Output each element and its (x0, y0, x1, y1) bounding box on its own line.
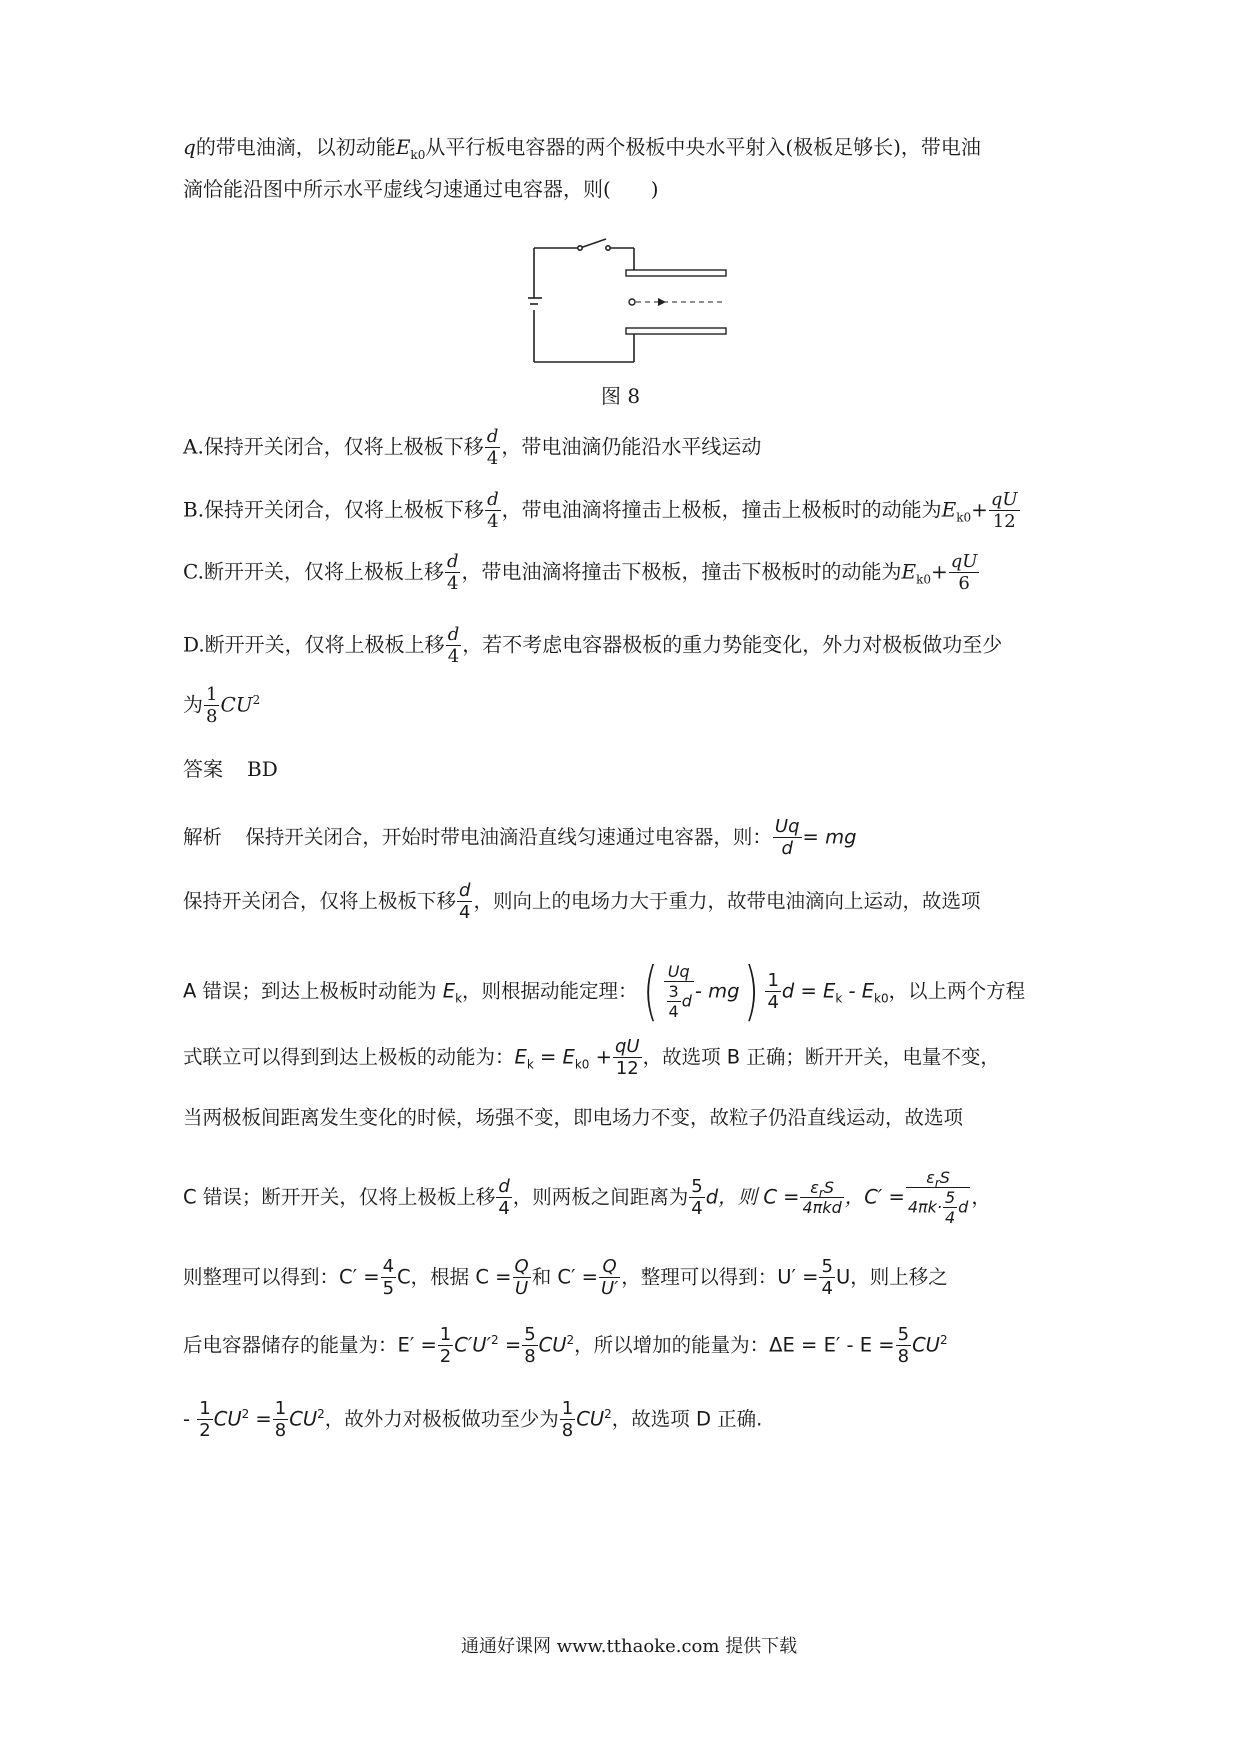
option-d-text-2: ，若不考虑电容器极板的重力势能变化，外力对极板做功至少 (462, 632, 1003, 657)
var-CU: CU (220, 692, 253, 717)
option-d[interactable] (183, 626, 1002, 666)
fraction-d-over-4 (485, 491, 501, 531)
intro-text: 的带电油滴，以初动能 (195, 135, 396, 159)
var-E: E (442, 979, 456, 1003)
subscript: k0 (574, 1057, 590, 1072)
equation-rhs: = mg (802, 825, 857, 849)
var-CU: CU (289, 1407, 318, 1431)
frac-num: 5 (524, 1324, 536, 1345)
equals-sign: = (249, 1407, 272, 1431)
fraction-d-over-4 (446, 626, 462, 666)
analysis-text-2: ，则两板之间距离为 (512, 1185, 689, 1209)
frac-num: Uq (664, 964, 694, 982)
fraction-capacitance (800, 1180, 843, 1216)
superscript: 2 (566, 1333, 575, 1347)
subscript: r (934, 1176, 940, 1191)
option-d-text-3: 为 (183, 692, 203, 717)
frac-den: 12 (615, 1058, 639, 1079)
analysis-line-6 (183, 1170, 991, 1226)
equals-sign: = (498, 1333, 522, 1357)
minus-sign: - (183, 1407, 197, 1431)
fraction-5-over-4 (689, 1178, 704, 1218)
superscript: 2 (939, 1333, 948, 1347)
frac-num: 4 (382, 1256, 395, 1277)
frac-den: 8 (274, 1420, 287, 1441)
frac-den: 5 (382, 1278, 395, 1299)
fraction-5-over-4 (819, 1258, 834, 1298)
option-b-text: B.保持开关闭合，仅将上极板下移 (183, 497, 485, 522)
option-d-line-2 (183, 686, 260, 726)
capacitor-circuit-figure (528, 238, 728, 368)
frac-num: d (487, 489, 499, 510)
subscript-k0: k0 (410, 148, 426, 162)
fraction-Q-over-U (513, 1258, 531, 1298)
fraction-d-over-4 (457, 882, 472, 922)
analysis-line-9 (183, 1400, 762, 1440)
frac-den: 4 (446, 573, 459, 594)
frac-den: 2 (439, 1346, 452, 1367)
frac-den: 4 (486, 448, 499, 469)
fraction-d-over-4 (445, 553, 461, 593)
frac-den: 4 (668, 1002, 679, 1021)
analysis-text-5: U，则上移之 (835, 1265, 948, 1289)
frac-num (906, 1168, 971, 1191)
frac-den: 4πkd (802, 1198, 842, 1217)
analysis-text-2: ，故选项 B 正确；断开开关，电量不变， (642, 1045, 1000, 1069)
plus-sign: + (589, 1045, 612, 1069)
option-a[interactable] (183, 428, 761, 468)
frac-den-compound (664, 982, 694, 1020)
frac-den: U (515, 1278, 529, 1299)
option-b[interactable] (183, 491, 1021, 531)
frac-num: 5 (897, 1324, 910, 1345)
fraction-Uq-over-3-4-d (664, 964, 694, 1020)
analysis-line-2 (183, 882, 980, 922)
frac-num: d (447, 624, 460, 645)
superscript: 2 (491, 1333, 499, 1347)
frac-num: 5 (944, 1188, 956, 1207)
left-paren: ( (642, 955, 658, 1029)
analysis-text-3: ，以上两个方程 (888, 979, 1026, 1003)
analysis-text: C 错误；断开开关，仅将上极板上移 (183, 1185, 496, 1209)
analysis-line-8 (183, 1326, 948, 1366)
frac-den: d (781, 838, 793, 859)
frac-den: 4 (944, 1208, 956, 1227)
fraction-1-over-8 (204, 686, 219, 726)
fraction-Q-over-U-prime (599, 1258, 620, 1298)
equation-part: ，C′ = (844, 1185, 905, 1209)
frac-num: 3 (668, 982, 679, 1001)
frac-num: 1 (439, 1324, 452, 1345)
answer-label: 答案 (183, 757, 223, 781)
fraction-5-over-8 (522, 1326, 537, 1366)
analysis-line-5: 当两极板间距离发生变化的时候，场强不变，即电场力不变，故粒子仍沿直线运动，故选项 (183, 1106, 964, 1129)
equation-rhs-2: - E (842, 979, 875, 1003)
answer-value: BD (247, 757, 278, 781)
analysis-text-2: ，则向上的电场力大于重力，故带电油滴向上运动，故选项 (473, 889, 981, 913)
frac-den: 4 (691, 1198, 703, 1219)
option-a-text-2: ，带电油滴仍能沿水平线运动 (501, 434, 762, 459)
var-d: d (958, 1197, 969, 1217)
analysis-line-7 (183, 1258, 948, 1298)
var-epsilon: ε (810, 1178, 819, 1197)
question-intro-line-1 (183, 133, 981, 161)
option-d-text: D.断开开关，仅将上极板上移 (183, 632, 445, 657)
var-E: E (941, 497, 957, 522)
den-text: 4πk· (907, 1197, 942, 1217)
subscript: r (818, 1186, 824, 1201)
frac-den: 12 (992, 511, 1016, 532)
fraction-qU-over-6 (949, 553, 980, 593)
frac-den: 4 (459, 902, 471, 923)
intro-text-2: 从平行板电容器的两个极板中央水平射入(极板足够长)，带电油 (425, 135, 981, 159)
analysis-text: ，故外力对极板做功至少为 (324, 1407, 559, 1431)
var-epsilon: ε (926, 1168, 935, 1187)
frac-num: 5 (691, 1176, 703, 1197)
right-paren: ) (744, 955, 760, 1029)
var-E: E (395, 135, 411, 159)
var-CU: CU (576, 1407, 605, 1431)
plus-sign: + (931, 559, 948, 584)
analysis-text: 式联立可以得到到达上极板的动能为： (183, 1045, 515, 1069)
superscript: 2 (317, 1407, 325, 1421)
frac-num: qU (615, 1036, 640, 1057)
var-CU: CU (538, 1333, 567, 1357)
analysis-text: 则整理可以得到：C′ = (183, 1265, 380, 1289)
var-CU: CU (912, 1333, 940, 1357)
frac-num: 5 (821, 1256, 833, 1277)
analysis-line-4 (183, 1038, 1000, 1078)
analysis-text-2: ，所以增加的能量为：ΔE = E′ - E = (574, 1333, 895, 1357)
analysis-text-2: C，根据 C = (397, 1265, 512, 1289)
subscript: k0 (874, 991, 889, 1006)
frac-den: 4 (767, 992, 779, 1013)
question-intro-line-2: 滴恰能沿图中所示水平虚线匀速通过电容器，则( ) (183, 177, 659, 201)
frac-num: d (446, 551, 459, 572)
var-E: E (514, 1045, 527, 1069)
var-E: E (901, 559, 917, 584)
fraction-d-over-4 (485, 428, 501, 468)
fraction-1-over-2 (438, 1326, 453, 1366)
frac-num: 1 (767, 970, 779, 991)
subscript: k0 (916, 572, 931, 587)
var-d: d (681, 991, 692, 1011)
frac-den: 4 (447, 646, 460, 667)
var-q: q (183, 135, 196, 159)
plus-sign: + (971, 497, 988, 522)
frac-den: 6 (958, 573, 970, 594)
punctuation: ， (971, 1185, 991, 1209)
analysis-line-1 (183, 818, 856, 858)
frac-num: d (457, 882, 472, 902)
frac-den (906, 1188, 971, 1226)
answer-line (183, 755, 278, 783)
subscript: k (526, 1057, 534, 1072)
fraction-1-over-8 (560, 1400, 575, 1440)
analysis-text-2: ，则根据动能定理： (462, 979, 638, 1003)
frac-num: 1 (561, 1398, 574, 1419)
fraction-5-over-8 (896, 1326, 911, 1366)
frac-num: qU (990, 489, 1018, 510)
frac-den: 4 (821, 1278, 833, 1299)
frac-num: d (486, 426, 499, 447)
analysis-text-2: ，故选项 D 正确. (611, 1407, 763, 1431)
frac-den: 8 (897, 1346, 910, 1367)
equation-part: = E (533, 1045, 575, 1069)
fraction-qU-over-12 (613, 1038, 642, 1078)
var-S: S (939, 1168, 950, 1187)
minus-mg: - mg (694, 979, 740, 1003)
frac-num (800, 1178, 843, 1201)
superscript: 2 (252, 692, 261, 707)
frac-den: 4 (498, 1198, 510, 1219)
fraction-3-over-4 (667, 984, 681, 1020)
option-c[interactable] (183, 553, 980, 593)
superscript: 2 (604, 1407, 612, 1421)
frac-num: Q (599, 1258, 620, 1278)
frac-den: 4 (487, 511, 499, 532)
fraction-capacitance-prime (906, 1170, 971, 1226)
frac-den: 2 (199, 1420, 211, 1441)
option-c-text-2: ，带电油滴将撞击下极板，撞击下极板时的动能为 (461, 559, 902, 584)
frac-den: 8 (524, 1346, 536, 1367)
option-b-text-2: ，带电油滴将撞击上极板，撞击上极板时的动能为 (501, 497, 942, 522)
option-c-text: C.断开开关，仅将上极板上移 (183, 559, 444, 584)
equation-part: d，则 C = (705, 1185, 800, 1209)
analysis-text: 后电容器储存的能量为：E′ = (183, 1333, 437, 1357)
fraction-1-over-4 (765, 972, 780, 1012)
subscript: k0 (956, 510, 972, 525)
fraction-1-over-2 (197, 1400, 212, 1440)
analysis-text: 保持开关闭合，开始时带电油滴沿直线匀速通过电容器，则： (245, 825, 772, 849)
option-a-text: A.保持开关闭合，仅将上极板下移 (183, 434, 484, 459)
frac-num: 1 (274, 1398, 287, 1419)
analysis-line-3 (183, 955, 1026, 1029)
fraction-5-over-4 (943, 1190, 957, 1226)
frac-den: U′ (600, 1278, 619, 1299)
frac-den: 8 (561, 1420, 574, 1441)
var-CU: CU (213, 1407, 242, 1431)
frac-num: 1 (199, 1398, 211, 1419)
fraction-1-over-8 (273, 1400, 288, 1440)
equation-rhs: d = E (781, 979, 836, 1003)
frac-num: Q (514, 1256, 529, 1277)
analysis-text: A 错误；到达上极板时动能为 (183, 979, 443, 1003)
frac-num: qU (950, 551, 978, 572)
frac-num: d (496, 1178, 511, 1198)
analysis-label: 解析 (183, 825, 223, 849)
fraction-d-over-4 (496, 1178, 511, 1218)
subscript: k (835, 991, 843, 1006)
subscript: k (455, 991, 463, 1006)
analysis-text-4: ，整理可以得到：U′ = (621, 1265, 819, 1289)
analysis-text-3: 和 C′ = (531, 1265, 598, 1289)
fraction-Uq-over-d (773, 818, 802, 858)
fraction-qU-over-12 (989, 491, 1020, 531)
figure-caption: 图 8 (601, 384, 641, 408)
superscript: 2 (241, 1407, 250, 1421)
frac-num: 1 (206, 684, 218, 705)
frac-num: Uq (774, 816, 800, 837)
frac-den: 8 (206, 706, 218, 727)
page-footer: 通通好课网 www.tthaoke.com 提供下载 (461, 1636, 798, 1657)
fraction-4-over-5 (381, 1258, 396, 1298)
var-S: S (823, 1178, 834, 1197)
var-CU-prime: C′U′ (454, 1333, 491, 1357)
analysis-text: 保持开关闭合，仅将上极板下移 (183, 889, 457, 913)
